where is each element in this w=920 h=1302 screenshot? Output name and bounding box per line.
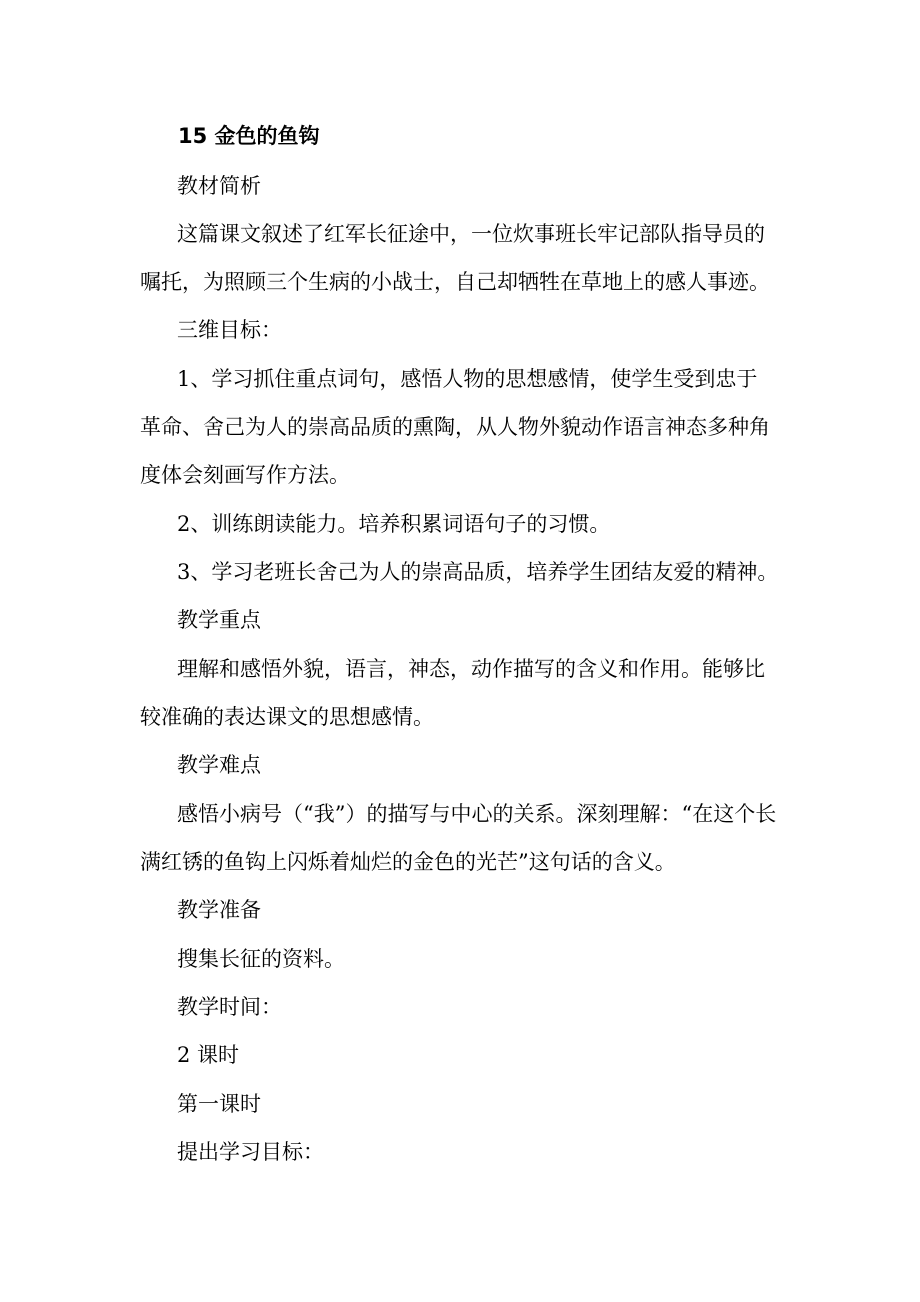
paragraph-line: 革命、舍己为人的崇高品质的熏陶，从人物外貌动作语言神态多种角 — [140, 415, 770, 439]
paragraph-line: 较准确的表达课文的思想感情。 — [140, 705, 434, 729]
heading-objectives: 三维目标： — [177, 318, 282, 342]
heading-first-lesson: 第一课时 — [177, 1092, 261, 1116]
paragraph-line: 满红锈的鱼钩上闪烁着灿烂的金色的光芒”这句话的含义。 — [140, 850, 676, 874]
paragraph-line: 2、训练朗读能力。培养积累词语句子的习惯。 — [177, 512, 611, 536]
paragraph-line: 理解和感悟外貌，语言，神态，动作描写的含义和作用。能够比 — [177, 657, 765, 681]
heading-material-analysis: 教材简析 — [177, 174, 261, 198]
heading-key-points: 教学重点 — [177, 608, 261, 632]
paragraph-line: 1、学习抓住重点词句，感悟人物的思想感情，使学生受到忠于 — [177, 367, 758, 391]
paragraph-line: 感悟小病号（“我”）的描写与中心的关系。深刻理解：“在这个长 — [177, 802, 777, 826]
heading-difficulties: 教学难点 — [177, 753, 261, 777]
paragraph-line: 提出学习目标： — [177, 1140, 324, 1164]
paragraph-line: 2 课时 — [177, 1043, 240, 1067]
paragraph-line: 度体会刻画写作方法。 — [140, 463, 350, 487]
heading-teaching-time: 教学时间： — [177, 995, 282, 1019]
paragraph-line: 这篇课文叙述了红军长征途中，一位炊事班长牢记部队指导员的 — [177, 222, 765, 246]
heading-preparation: 教学准备 — [177, 898, 261, 922]
document-title: 15 金色的鱼钩 — [178, 124, 320, 148]
paragraph-line: 嘱托，为照顾三个生病的小战士，自己却牺牲在草地上的感人事迹。 — [140, 270, 770, 294]
paragraph-line: 搜集长征的资料。 — [177, 947, 345, 971]
paragraph-line: 3、学习老班长舍己为人的崇高品质，培养学生团结友爱的精神。 — [177, 560, 779, 584]
